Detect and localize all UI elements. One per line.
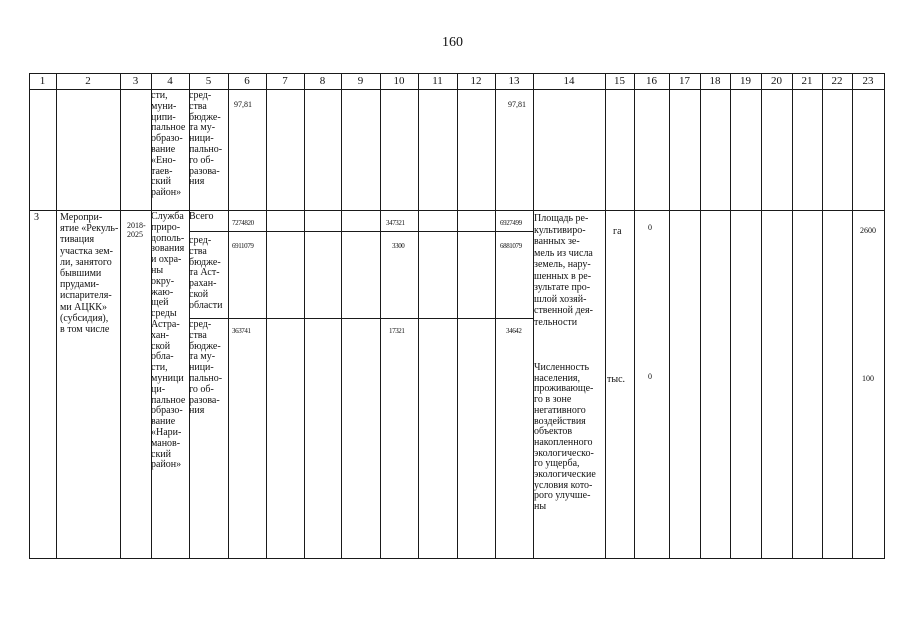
col-line-9: [380, 73, 381, 559]
col-line-10: [418, 73, 419, 559]
cell-col10-total: 347321: [386, 219, 405, 227]
col-line-18: [730, 73, 731, 559]
col-line-19: [761, 73, 762, 559]
col-line-15: [634, 73, 635, 559]
cell-unit-ha: га: [613, 226, 622, 237]
subrow-line-1: [189, 231, 534, 232]
column-header-12: 12: [470, 75, 482, 87]
column-header-2: 2: [85, 75, 91, 87]
cell-col5-row-a: сред- ства бюдже- та му- ници- пально- го об- разова- ния: [189, 90, 223, 188]
column-header-9: 9: [357, 75, 364, 87]
col-line-17: [700, 73, 701, 559]
col-line-2: [120, 73, 121, 559]
cell-base-value-2: 0: [648, 372, 652, 381]
cell-indicator-population: Численность населения, проживающе- го в зоне негативного воздействия объектов накопленного экологическо- го ущерба, экологические условия кото- рого улучше- ны: [534, 362, 596, 513]
cell-target-value-2: 100: [862, 374, 874, 383]
col-line-11: [457, 73, 458, 559]
cell-source-total: Всего: [189, 211, 214, 222]
col-line-12: [495, 73, 496, 559]
col-line-21: [822, 73, 823, 559]
cell-col13-total: 6927499: [500, 219, 522, 227]
column-header-3: 3: [132, 75, 139, 87]
column-header-19: 19: [740, 75, 751, 87]
cell-col13-municipal: 34642: [506, 327, 522, 335]
cell-col4-row-a: сти, муни- ципи- пальное образо- вание «Ено- таев- ский район»: [151, 90, 186, 199]
subrow-line-2: [189, 318, 534, 319]
cell-col10-municipal: 17321: [389, 327, 405, 335]
column-header-16: 16: [646, 75, 657, 87]
cell-col13-row-a: 97,81: [508, 100, 526, 109]
page-number: 160: [442, 35, 463, 50]
col-line-14: [605, 73, 606, 559]
column-header-23: 23: [862, 75, 874, 87]
table-bottom-border: [29, 558, 885, 559]
cell-source-municipal: сред- ства бюдже- та му- ници- пально- го об- разова- ния: [189, 319, 223, 417]
cell-unit-thousand: тыс.: [607, 374, 626, 385]
column-header-4: 4: [167, 75, 173, 87]
cell-col6-regional: 6911079: [232, 242, 254, 250]
cell-col6-municipal: 363741: [232, 327, 251, 335]
cell-row-number: 3: [34, 212, 39, 223]
cell-base-value-1: 0: [648, 223, 652, 232]
column-header-14: 14: [563, 75, 575, 87]
col-line-1: [56, 73, 57, 559]
column-header-11: 11: [432, 75, 443, 87]
column-header-10: 10: [393, 75, 405, 87]
column-header-18: 18: [709, 75, 721, 87]
cell-col10-regional: 3300: [392, 242, 405, 250]
column-header-17: 17: [679, 75, 690, 87]
col-line-6: [266, 73, 267, 559]
column-header-5: 5: [205, 75, 212, 87]
column-header-21: 21: [801, 75, 813, 87]
col-line-23: [884, 73, 885, 559]
col-line-0: [29, 73, 30, 559]
cell-col6-row-a: 97,81: [234, 100, 252, 109]
cell-indicator-area: Площадь ре- культивиро- ванных зе- мель из числа земель, нару- шенных в ре- зультате про- шлой хозяй- ственной дея- тельности: [534, 213, 593, 328]
cell-source-regional: сред- ства бюдже- та Аст- рахан- ской области: [189, 235, 223, 311]
cell-executor: Служба приро- дополь- зования и охра- ны окру- жаю- щей среды Астра- хан- ской обла- сти, муници ци- пальное образо- вание «Нари- манов- ский район»: [151, 211, 186, 471]
col-line-7: [304, 73, 305, 559]
cell-col6-total: 7274820: [232, 219, 254, 227]
col-line-16: [669, 73, 670, 559]
column-header-20: 20: [771, 75, 782, 87]
column-header-15: 15: [614, 75, 625, 87]
column-header-13: 13: [508, 75, 520, 87]
column-header-8: 8: [319, 75, 326, 87]
cell-col13-regional: 6881079: [500, 242, 522, 250]
cell-measure-name: Меропри- ятие «Рекуль- тивация участка зем- ли, занятого бывшими прудами- испарителя- ми АЦКК» (субсидия), в том числе: [60, 212, 119, 336]
cell-target-value-1: 2600: [860, 226, 876, 235]
column-header-22: 22: [831, 75, 843, 87]
column-header-6: 6: [244, 75, 250, 87]
column-header-1: 1: [39, 75, 46, 87]
col-line-5: [228, 73, 229, 559]
col-line-20: [792, 73, 793, 559]
column-header-7: 7: [282, 75, 288, 87]
cell-period: 2018- 2025: [127, 221, 146, 239]
col-line-22: [852, 73, 853, 559]
col-line-8: [341, 73, 342, 559]
